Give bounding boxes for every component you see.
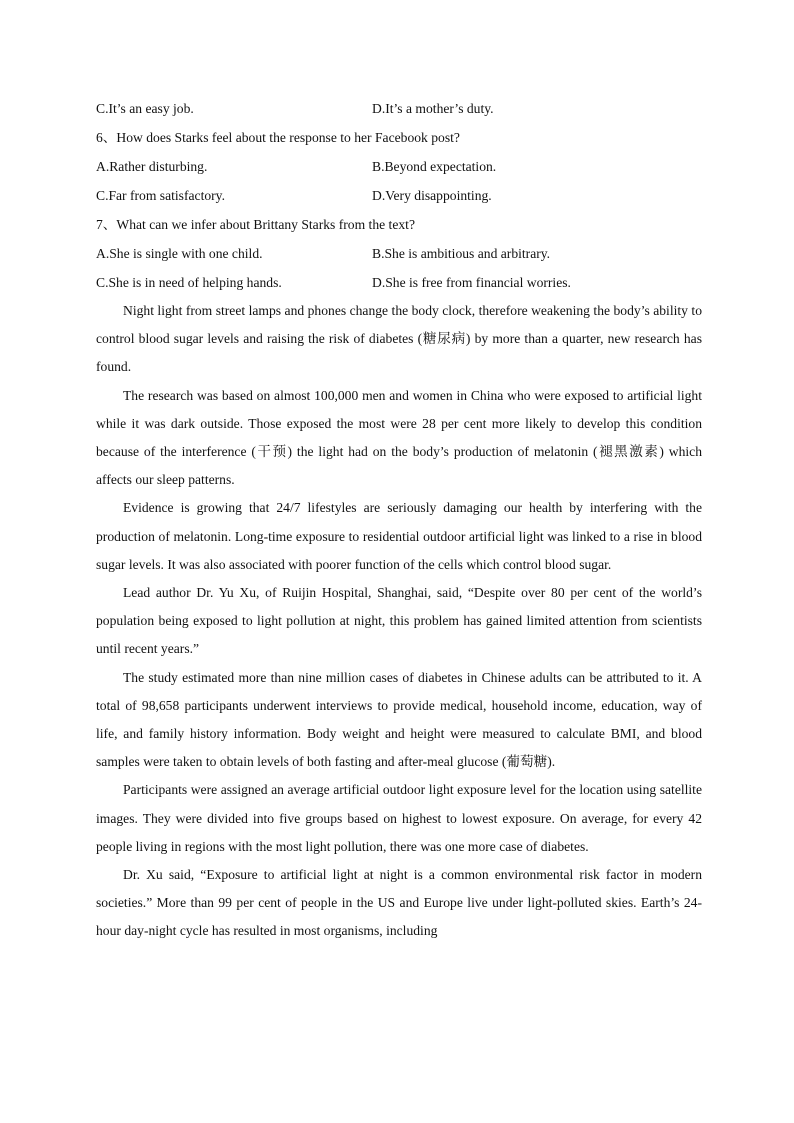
passage-paragraph: Night light from street lamps and phones change the body clock, therefore weakening the body’s ability to control blood sugar levels and raising the risk of diabetes (糖尿病) by more than a quarter, new research has found.	[96, 303, 702, 375]
passage-paragraph: Dr. Xu said, “Exposure to artificial light at night is a common environmental risk factor in modern societies.” More than 99 per cent of people in the US and Europe live under light-polluted skies. Earth’s 24-hour day-night cycle has resulted in most organisms, including	[96, 867, 702, 939]
q7-options-ab	[96, 239, 702, 268]
q6-options-cd	[96, 181, 702, 210]
q7-option-d: D.She is free from financial worries.	[372, 274, 571, 290]
q6-option-d: D.Very disappointing.	[372, 187, 492, 203]
document-page	[96, 94, 702, 946]
q6-option-b: B.Beyond expectation.	[372, 158, 497, 174]
q7-stem: 7、What can we infer about Brittany Starks from the text?	[96, 217, 415, 232]
q5-option-c: C.It’s an easy job.	[96, 100, 194, 116]
passage-paragraph: The study estimated more than nine million cases of diabetes in Chinese adults can be attributed to it. A total of 98,658 participants underwent interviews to provide medical, household income, education, way of life, and family history information. Body weight and height were measured to calculate BMI, and blood samples were taken to obtain levels of both fasting and after-meal glucose (葡萄糖).	[96, 669, 702, 770]
q6-stem: 6、How does Starks feel about the response to her Facebook post?	[96, 130, 460, 145]
q5-options-cd	[96, 94, 702, 123]
q6-options-ab	[96, 152, 702, 181]
reading-passage	[96, 297, 702, 946]
passage-paragraph: Lead author Dr. Yu Xu, of Ruijin Hospital, Shanghai, said, “Despite over 80 per cent of the world’s population being exposed to light pollution at night, this problem has gained limited attention from scientists until recent years.”	[96, 585, 702, 657]
q7-options-cd	[96, 268, 702, 297]
passage-paragraph: Evidence is growing that 24/7 lifestyles are seriously damaging our health by interfering with the production of melatonin. Long-time exposure to residential outdoor artificial light was linked to a rise in blood sugar levels. It was also associated with poorer function of the cells which control blood sugar.	[96, 500, 702, 572]
passage-paragraph: Participants were assigned an average artificial outdoor light exposure level for the location using satellite images. They were divided into five groups based on highest to lowest exposure. On average, for every 42 people living in regions with the most light pollution, there was one more case of diabetes.	[96, 782, 702, 854]
q5-option-d: D.It’s a mother’s duty.	[372, 100, 494, 116]
q7-option-a: A.She is single with one child.	[96, 245, 263, 261]
q6-option-a: A.Rather disturbing.	[96, 158, 208, 174]
q7-option-b: B.She is ambitious and arbitrary.	[372, 245, 551, 261]
q7-option-c: C.She is in need of helping hands.	[96, 274, 282, 290]
passage-paragraph: The research was based on almost 100,000 men and women in China who were exposed to artificial light while it was dark outside. Those exposed the most were 28 per cent more likely to develop this condition because of the interference (干预) the light had on the body’s production of melatonin (褪黑激素) which affects our sleep patterns.	[96, 387, 702, 488]
q6-option-c: C.Far from satisfactory.	[96, 187, 225, 203]
